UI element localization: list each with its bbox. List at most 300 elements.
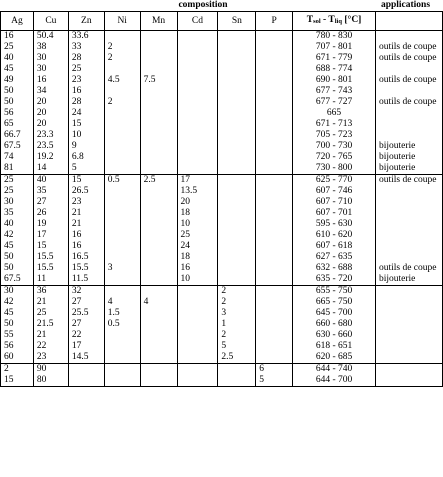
cell-cd: 20 xyxy=(177,197,218,208)
col-header-p: P xyxy=(256,12,293,31)
cell-ni xyxy=(104,252,140,263)
table-row xyxy=(1,241,443,252)
cell-ag: 42 xyxy=(1,230,34,241)
cell-zn: 23 xyxy=(68,197,104,208)
cell-ni: 3 xyxy=(104,263,140,274)
cell-p xyxy=(256,252,293,263)
cell-sn: 5 xyxy=(218,341,256,352)
top-caption-row xyxy=(0,0,443,11)
cell-ni xyxy=(104,141,140,152)
cell-zn: 27 xyxy=(68,297,104,308)
cell-sn xyxy=(218,75,256,86)
temp-sub-sol: sol xyxy=(313,18,321,25)
cell-t: 644 - 740 xyxy=(293,364,376,376)
cell-cu: 16 xyxy=(33,75,68,86)
table-row xyxy=(1,230,443,241)
cell-p xyxy=(256,208,293,219)
cell-cd xyxy=(177,341,218,352)
cell-ni xyxy=(104,64,140,75)
cell-t: 700 - 730 xyxy=(293,141,376,152)
cell-ni xyxy=(104,241,140,252)
cell-sn xyxy=(218,141,256,152)
cell-cu: 15 xyxy=(33,241,68,252)
cell-t: 607 - 746 xyxy=(293,186,376,197)
cell-cu: 17 xyxy=(33,230,68,241)
cell-cd: 18 xyxy=(177,252,218,263)
cell-zn: 10 xyxy=(68,130,104,141)
temp-unit: [°C] xyxy=(341,15,362,25)
cell-ag: 35 xyxy=(1,208,34,219)
table-row xyxy=(1,274,443,286)
table-row xyxy=(1,97,443,108)
cell-mn: 7.5 xyxy=(140,75,177,86)
cell-cu: 34 xyxy=(33,86,68,97)
cell-t: 665 - 750 xyxy=(293,297,376,308)
cell-cd: 10 xyxy=(177,219,218,230)
cell-cd xyxy=(177,86,218,97)
cell-p xyxy=(256,263,293,274)
cell-cu: 21 xyxy=(33,297,68,308)
cell-ag: 40 xyxy=(1,219,34,230)
cell-cu: 11 xyxy=(33,274,68,286)
table-row xyxy=(1,31,443,43)
cell-sn xyxy=(218,197,256,208)
cell-cd xyxy=(177,141,218,152)
cell-mn xyxy=(140,119,177,130)
cell-p xyxy=(256,341,293,352)
cell-app xyxy=(375,208,442,219)
cell-app xyxy=(375,186,442,197)
cell-mn xyxy=(140,152,177,163)
cell-sn xyxy=(218,86,256,97)
cell-cu: 38 xyxy=(33,42,68,53)
cell-ag: 45 xyxy=(1,64,34,75)
cell-t: 607 - 710 xyxy=(293,197,376,208)
cell-zn: 25 xyxy=(68,64,104,75)
cell-t: 660 - 680 xyxy=(293,319,376,330)
cell-app xyxy=(375,364,442,376)
col-header-temperature xyxy=(293,12,376,31)
table-row xyxy=(1,152,443,163)
table-row xyxy=(1,130,443,141)
cell-zn: 6.8 xyxy=(68,152,104,163)
cell-ni: 2 xyxy=(104,42,140,53)
cell-zn: 9 xyxy=(68,141,104,152)
cell-cd xyxy=(177,64,218,75)
cell-cu: 15.5 xyxy=(33,263,68,274)
table-row xyxy=(1,375,443,387)
cell-p xyxy=(256,64,293,75)
cell-p xyxy=(256,241,293,252)
cell-sn xyxy=(218,130,256,141)
cell-sn xyxy=(218,219,256,230)
cell-ni: 2 xyxy=(104,53,140,64)
cell-zn: 21 xyxy=(68,219,104,230)
col-header-ni: Ni xyxy=(104,12,140,31)
cell-zn: 17 xyxy=(68,341,104,352)
cell-ni xyxy=(104,230,140,241)
cell-sn xyxy=(218,252,256,263)
col-header-mn: Mn xyxy=(140,12,177,31)
cell-t: 690 - 801 xyxy=(293,75,376,86)
cell-cu: 35 xyxy=(33,186,68,197)
cell-cu: 23 xyxy=(33,352,68,364)
cell-ni xyxy=(104,219,140,230)
composition-caption: composition xyxy=(178,0,228,10)
cell-cd xyxy=(177,375,218,387)
col-header-sn: Sn xyxy=(218,12,256,31)
cell-p xyxy=(256,152,293,163)
applications-caption: applications xyxy=(380,0,431,10)
cell-app xyxy=(375,330,442,341)
cell-ag: 65 xyxy=(1,119,34,130)
cell-t: 671 - 713 xyxy=(293,119,376,130)
cell-t: 595 - 630 xyxy=(293,219,376,230)
cell-mn xyxy=(140,86,177,97)
cell-sn xyxy=(218,364,256,376)
cell-mn xyxy=(140,230,177,241)
cell-mn xyxy=(140,108,177,119)
table-row xyxy=(1,119,443,130)
cell-mn xyxy=(140,53,177,64)
cell-app xyxy=(375,86,442,97)
cell-mn xyxy=(140,186,177,197)
cell-zn: 26.5 xyxy=(68,186,104,197)
cell-app xyxy=(375,286,442,298)
cell-ni: 0.5 xyxy=(104,319,140,330)
cell-sn xyxy=(218,241,256,252)
table-row xyxy=(1,186,443,197)
cell-zn xyxy=(68,375,104,387)
cell-app: outils de coupe xyxy=(375,53,442,64)
cell-t: 630 - 660 xyxy=(293,330,376,341)
cell-app xyxy=(375,108,442,119)
table-row xyxy=(1,286,443,298)
table-row xyxy=(1,175,443,187)
cell-ag: 50 xyxy=(1,252,34,263)
cell-p xyxy=(256,53,293,64)
cell-zn: 27 xyxy=(68,319,104,330)
cell-ag: 56 xyxy=(1,108,34,119)
cell-ag: 25 xyxy=(1,42,34,53)
cell-cu: 19 xyxy=(33,219,68,230)
cell-mn xyxy=(140,319,177,330)
cell-app xyxy=(375,308,442,319)
cell-zn: 16 xyxy=(68,230,104,241)
cell-mn xyxy=(140,42,177,53)
cell-ni: 4 xyxy=(104,297,140,308)
cell-ag: 45 xyxy=(1,241,34,252)
cell-cd xyxy=(177,97,218,108)
cell-p xyxy=(256,319,293,330)
cell-ni xyxy=(104,341,140,352)
cell-t: 655 - 750 xyxy=(293,286,376,298)
cell-zn: 24 xyxy=(68,108,104,119)
cell-cd xyxy=(177,75,218,86)
cell-app: bijouterie xyxy=(375,163,442,175)
table-row xyxy=(1,364,443,376)
cell-ni xyxy=(104,364,140,376)
cell-t: 635 - 720 xyxy=(293,274,376,286)
cell-ag: 66.7 xyxy=(1,130,34,141)
cell-mn xyxy=(140,241,177,252)
cell-sn xyxy=(218,274,256,286)
cell-p xyxy=(256,286,293,298)
cell-mn xyxy=(140,330,177,341)
cell-p xyxy=(256,352,293,364)
cell-zn: 15.5 xyxy=(68,263,104,274)
cell-mn xyxy=(140,97,177,108)
cell-mn xyxy=(140,197,177,208)
table-row xyxy=(1,352,443,364)
cell-ni xyxy=(104,197,140,208)
cell-ag: 50 xyxy=(1,86,34,97)
cell-ni xyxy=(104,274,140,286)
cell-sn: 2 xyxy=(218,297,256,308)
cell-cd xyxy=(177,364,218,376)
cell-zn xyxy=(68,364,104,376)
cell-cd xyxy=(177,130,218,141)
cell-cu: 40 xyxy=(33,175,68,187)
cell-mn xyxy=(140,141,177,152)
cell-t: 720 - 765 xyxy=(293,152,376,163)
cell-mn xyxy=(140,163,177,175)
cell-zn: 33.6 xyxy=(68,31,104,43)
cell-ni xyxy=(104,208,140,219)
cell-p xyxy=(256,141,293,152)
cell-ag: 49 xyxy=(1,75,34,86)
cell-ag: 25 xyxy=(1,175,34,187)
cell-sn xyxy=(218,53,256,64)
table-row xyxy=(1,252,443,263)
cell-cd xyxy=(177,330,218,341)
cell-ni xyxy=(104,86,140,97)
cell-ag: 2 xyxy=(1,364,34,376)
cell-cu: 90 xyxy=(33,364,68,376)
cell-sn xyxy=(218,163,256,175)
cell-cd xyxy=(177,119,218,130)
cell-mn: 2.5 xyxy=(140,175,177,187)
cell-cu: 80 xyxy=(33,375,68,387)
table-row xyxy=(1,219,443,230)
cell-p xyxy=(256,163,293,175)
cell-ag: 81 xyxy=(1,163,34,175)
cell-p xyxy=(256,297,293,308)
cell-t: 620 - 685 xyxy=(293,352,376,364)
cell-zn: 5 xyxy=(68,163,104,175)
cell-cd xyxy=(177,163,218,175)
cell-p xyxy=(256,108,293,119)
cell-zn: 16 xyxy=(68,86,104,97)
cell-zn: 11.5 xyxy=(68,274,104,286)
cell-app: outils de coupe xyxy=(375,75,442,86)
cell-cd xyxy=(177,297,218,308)
cell-t: 625 - 770 xyxy=(293,175,376,187)
cell-p xyxy=(256,175,293,187)
cell-sn xyxy=(218,152,256,163)
cell-sn xyxy=(218,108,256,119)
cell-mn xyxy=(140,263,177,274)
cell-cd xyxy=(177,308,218,319)
cell-ni xyxy=(104,108,140,119)
cell-app xyxy=(375,241,442,252)
cell-app: outils de coupe xyxy=(375,175,442,187)
cell-cu: 30 xyxy=(33,64,68,75)
cell-app: bijouterie xyxy=(375,141,442,152)
cell-ag: 60 xyxy=(1,352,34,364)
table-row xyxy=(1,141,443,152)
cell-cu: 15.5 xyxy=(33,252,68,263)
cell-zn: 28 xyxy=(68,97,104,108)
cell-sn: 2 xyxy=(218,330,256,341)
cell-cu: 23.5 xyxy=(33,141,68,152)
cell-app xyxy=(375,130,442,141)
cell-mn xyxy=(140,364,177,376)
table-row xyxy=(1,297,443,308)
cell-ag: 50 xyxy=(1,97,34,108)
table-body xyxy=(1,31,443,387)
table-row xyxy=(1,75,443,86)
cell-mn xyxy=(140,252,177,263)
cell-sn xyxy=(218,186,256,197)
cell-zn: 25.5 xyxy=(68,308,104,319)
cell-t: 644 - 700 xyxy=(293,375,376,387)
cell-sn: 2.5 xyxy=(218,352,256,364)
col-header-ag: Ag xyxy=(1,12,34,31)
temp-t1: T xyxy=(306,15,314,25)
cell-ag: 67.5 xyxy=(1,141,34,152)
cell-ag: 56 xyxy=(1,341,34,352)
temp-sub-liq: liq xyxy=(334,18,342,25)
cell-ag: 42 xyxy=(1,297,34,308)
cell-mn xyxy=(140,352,177,364)
cell-sn xyxy=(218,31,256,43)
cell-p xyxy=(256,75,293,86)
table-row xyxy=(1,341,443,352)
cell-t: 688 - 774 xyxy=(293,64,376,75)
cell-mn xyxy=(140,341,177,352)
cell-p xyxy=(256,219,293,230)
cell-sn xyxy=(218,119,256,130)
cell-ag: 30 xyxy=(1,286,34,298)
cell-mn xyxy=(140,31,177,43)
cell-ni xyxy=(104,186,140,197)
cell-t: 665 xyxy=(293,108,376,119)
cell-ag: 45 xyxy=(1,308,34,319)
cell-app: outils de coupe xyxy=(375,97,442,108)
cell-cd xyxy=(177,352,218,364)
cell-ag: 25 xyxy=(1,186,34,197)
cell-cu: 26 xyxy=(33,208,68,219)
cell-p: 6 xyxy=(256,364,293,376)
header-row xyxy=(1,12,443,31)
table-row xyxy=(1,163,443,175)
cell-cu: 25 xyxy=(33,308,68,319)
cell-cu: 23.3 xyxy=(33,130,68,141)
table-row xyxy=(1,197,443,208)
cell-ni xyxy=(104,286,140,298)
cell-cu: 19.2 xyxy=(33,152,68,163)
cell-t: 618 - 651 xyxy=(293,341,376,352)
cell-sn xyxy=(218,375,256,387)
cell-app xyxy=(375,375,442,387)
cell-zn: 15 xyxy=(68,119,104,130)
cell-ni: 0.5 xyxy=(104,175,140,187)
cell-zn: 32 xyxy=(68,286,104,298)
cell-cu: 20 xyxy=(33,108,68,119)
col-header-zn: Zn xyxy=(68,12,104,31)
cell-ag: 55 xyxy=(1,330,34,341)
cell-cd: 24 xyxy=(177,241,218,252)
cell-ag: 30 xyxy=(1,197,34,208)
cell-zn: 22 xyxy=(68,330,104,341)
cell-cu: 50.4 xyxy=(33,31,68,43)
cell-ni xyxy=(104,330,140,341)
cell-app xyxy=(375,119,442,130)
cell-ag: 16 xyxy=(1,31,34,43)
cell-cd xyxy=(177,53,218,64)
cell-app: outils de coupe xyxy=(375,42,442,53)
cell-sn xyxy=(218,175,256,187)
cell-cd xyxy=(177,319,218,330)
cell-p xyxy=(256,42,293,53)
cell-app xyxy=(375,31,442,43)
cell-mn xyxy=(140,308,177,319)
cell-ni xyxy=(104,130,140,141)
cell-zn: 16 xyxy=(68,241,104,252)
table-row xyxy=(1,108,443,119)
cell-sn xyxy=(218,263,256,274)
cell-cd xyxy=(177,42,218,53)
cell-cu: 20 xyxy=(33,97,68,108)
cell-sn xyxy=(218,42,256,53)
cell-t: 705 - 723 xyxy=(293,130,376,141)
cell-ag: 50 xyxy=(1,263,34,274)
cell-app: bijouterie xyxy=(375,274,442,286)
cell-zn: 23 xyxy=(68,75,104,86)
table-row xyxy=(1,86,443,97)
cell-p xyxy=(256,186,293,197)
cell-ni xyxy=(104,152,140,163)
cell-ag: 40 xyxy=(1,53,34,64)
cell-p: 5 xyxy=(256,375,293,387)
cell-cd: 25 xyxy=(177,230,218,241)
cell-mn xyxy=(140,274,177,286)
cell-zn: 14.5 xyxy=(68,352,104,364)
cell-mn xyxy=(140,130,177,141)
cell-mn xyxy=(140,219,177,230)
cell-ni xyxy=(104,352,140,364)
cell-app xyxy=(375,341,442,352)
col-header-applications xyxy=(375,12,442,31)
cell-p xyxy=(256,230,293,241)
cell-ni: 1.5 xyxy=(104,308,140,319)
cell-p xyxy=(256,308,293,319)
cell-t: 607 - 618 xyxy=(293,241,376,252)
cell-mn xyxy=(140,208,177,219)
cell-p xyxy=(256,274,293,286)
cell-mn xyxy=(140,375,177,387)
cell-zn: 21 xyxy=(68,208,104,219)
cell-t: 632 - 688 xyxy=(293,263,376,274)
cell-cu: 14 xyxy=(33,163,68,175)
cell-mn xyxy=(140,64,177,75)
cell-cu: 27 xyxy=(33,197,68,208)
cell-cu: 21.5 xyxy=(33,319,68,330)
table-row xyxy=(1,308,443,319)
cell-p xyxy=(256,197,293,208)
cell-ni: 4.5 xyxy=(104,75,140,86)
